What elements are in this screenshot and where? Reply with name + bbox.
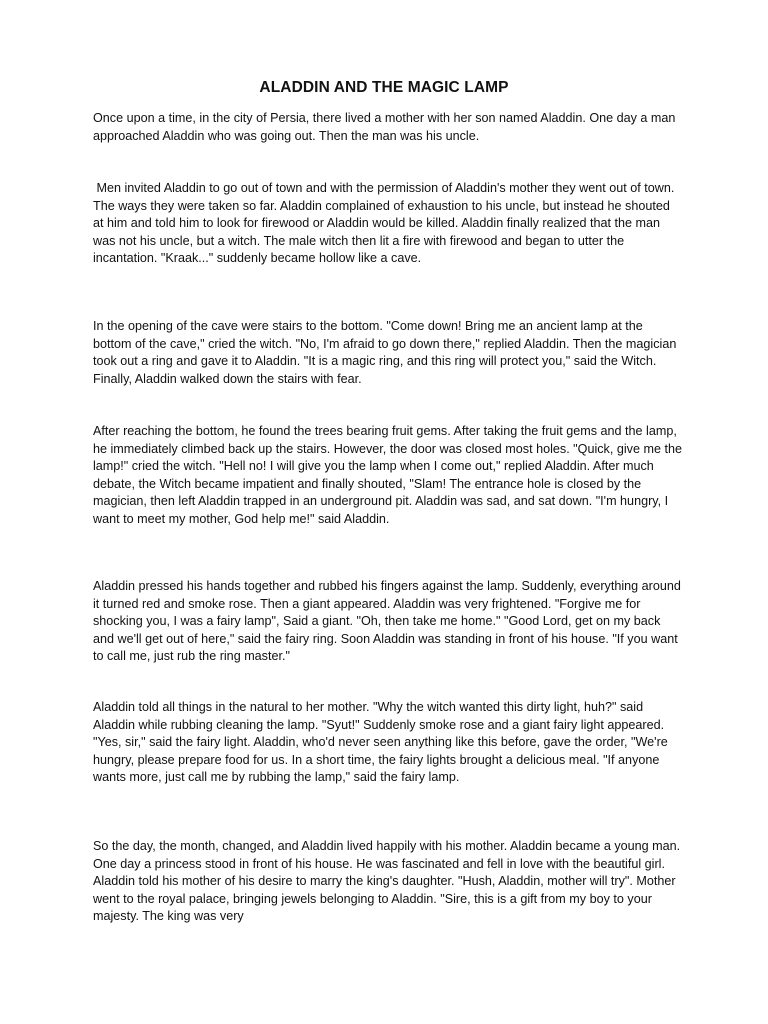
paragraph-2: Men invited Aladdin to go out of town and with the permission of Aladdin's mother they went out of town. The ways they were taken so far. Aladdin complained of exhaustion to his uncle, but instead he shouted at him and told him to look for firewood or Aladdin would be killed. Aladdin finally realized that the man was not his uncle, but a witch. The male witch then lit a fire with firewood and began to utter the incantation. "Kraak..." suddenly became hollow like a cave. bbox=[93, 181, 678, 266]
paragraph-1: Once upon a time, in the city of Persia, there lived a mother with her son named Aladdin. One day a man approached Aladdin who was going out. Then the man was his uncle. bbox=[93, 111, 679, 143]
paragraph-6: Aladdin told all things in the natural to her mother. "Why the witch wanted this dirty light, huh?" said Aladdin while rubbing cleaning the lamp. "Syut!" Suddenly smoke rose and a giant fairy light appeared. "Yes, sir," said the fairy light. Aladdin, who'd never seen anything like this before, gave the order, "We're hungry, please prepare food for us. In a short time, the fairy lights brought a delicious meal. "If anyone wants more, just call me by rubbing the lamp," said the fairy lamp. bbox=[93, 700, 672, 785]
paragraph-7: So the day, the month, changed, and Aladdin lived happily with his mother. Aladdin became a young man. One day a princess stood in front of his house. He was fascinated and fell in love with the beautiful girl. Aladdin told his mother of his desire to marry the king's daughter. "Hush, Aladdin, mother will try". Mother went to the royal palace, bringing jewels belonging to Aladdin. "Sire, this is a gift from my boy to your majesty. The king was very bbox=[93, 839, 684, 924]
paragraph-3: In the opening of the cave were stairs to the bottom. "Come down! Bring me an ancient lamp at the bottom of the cave," cried the witch. "No, I'm afraid to go down there," replied Aladdin. Then the magician took out a ring and gave it to Aladdin. "It is a magic ring, and this ring will protect you," said the Witch. Finally, Aladdin walked down the stairs with fear. bbox=[93, 319, 680, 386]
paragraph-4: After reaching the bottom, he found the trees bearing fruit gems. After taking the fruit gems and the lamp, he immediately climbed back up the stairs. However, the door was closed most holes. "Quick, give me the lamp!" cried the witch. "Hell no! I will give you the lamp when I come out," replied Aladdin. After much debate, the Witch became impatient and finally shouted, "Slam! The entrance hole is closed by the magician, then left Aladdin trapped in an underground pit. Aladdin was sad, and sat down. "I'm hungry, I want to meet my mother, God help me!" said Aladdin. bbox=[93, 424, 686, 526]
paragraph-5: Aladdin pressed his hands together and rubbed his fingers against the lamp. Suddenly, everything around it turned red and smoke rose. Then a giant appeared. Aladdin was very frightened. "Forgive me for shocking you, I was a fairy lamp", Said a giant. "Oh, then take me home." "Good Lord, get on my back and we'll get out of here," said the fairy ring. Soon Aladdin was standing in front of his house. "If you want to call me, just rub the ring master." bbox=[93, 579, 685, 664]
document-title: ALADDIN AND THE MAGIC LAMP bbox=[259, 79, 509, 96]
